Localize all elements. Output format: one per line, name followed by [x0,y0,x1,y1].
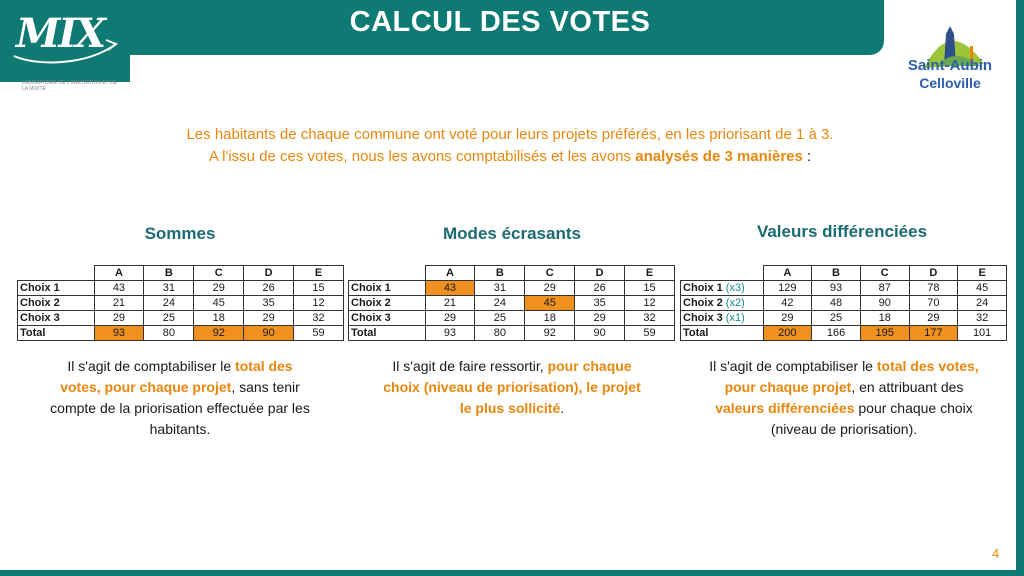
table-cell: 26 [244,281,294,296]
table-cell: 24 [144,296,194,311]
row-multiplier: (x1) [725,312,745,324]
row-label: Choix 3 [18,311,95,326]
table-cell: 35 [575,296,625,311]
table-total-row [349,326,675,341]
table-row [349,311,675,326]
row-label: Total [18,326,95,341]
row-label: Choix 3 [349,311,426,326]
table-modes-ecrasants [348,265,675,341]
table-cell: 18 [860,311,909,326]
table-cell: 78 [909,281,958,296]
table-total-row [681,326,1007,341]
bottom-border [0,570,1024,576]
mix-logo-text: MIX [16,10,105,57]
row-multiplier: (x3) [725,282,745,294]
table-cell: 18 [194,311,244,326]
table-header-row [349,266,675,281]
table-cell: 31 [475,281,525,296]
column-header: D [909,266,958,281]
table-corner [349,266,426,281]
page-title: CALCUL DES VOTES [349,6,651,38]
table-cell-highlighted: 45 [525,296,575,311]
table-cell: 90 [575,326,625,341]
table-cell: 42 [763,296,812,311]
table-header-row [681,266,1007,281]
row-label: Choix 1 [18,281,95,296]
column-header: C [194,266,244,281]
intro-line-2-end: : [802,148,812,165]
table-cell: 12 [625,296,675,311]
table-cell: 29 [244,311,294,326]
table-cell: 29 [525,281,575,296]
column-header: C [860,266,909,281]
table-cell-highlighted: 93 [94,326,144,341]
row-label: Total [349,326,426,341]
description-sommes [48,356,312,440]
table-valeurs-differenciees [680,265,1007,341]
table-cell: 25 [812,311,861,326]
column-header: C [525,266,575,281]
table-cell: 166 [812,326,861,341]
desc-text: , sans tenir compte de la priorisation effectuée par les habitants. [50,379,310,437]
table-cell: 32 [294,311,344,326]
desc-text: Il s'agit de comptabiliser le [67,358,236,374]
table-cell: 26 [575,281,625,296]
table-cell: 24 [475,296,525,311]
table-cell: 59 [625,326,675,341]
table-cell: 25 [475,311,525,326]
desc-emphasis: pour chaque choix (niveau de priorisation), le projet le plus sollicité [383,358,641,416]
row-label [681,296,764,311]
table-cell: 29 [194,281,244,296]
row-label: Choix 2 [18,296,95,311]
table-cell-highlighted: 195 [860,326,909,341]
table-cell: 21 [425,296,475,311]
table-row [681,281,1007,296]
column-header: B [475,266,525,281]
table-cell: 90 [860,296,909,311]
column-header: B [144,266,194,281]
column-header: E [294,266,344,281]
intro-line-1: Les habitants de chaque commune ont voté pour leurs projets préférés, en les priorisant de 1 à 3. [186,126,834,143]
table-cell: 101 [958,326,1007,341]
table-cell: 92 [525,326,575,341]
row-multiplier: (x2) [725,297,745,309]
table-sommes [17,265,344,341]
table-total-row [18,326,344,341]
desc-emphasis: total des votes, pour chaque projet [724,358,979,395]
intro-line-2-emphasis: analysés de 3 manières [635,148,803,165]
intro-line-2-start: A l'issu de ces votes, nous les avons comptabilisés et les avons [208,148,636,165]
row-label: Choix 1 [349,281,426,296]
table-cell: 12 [294,296,344,311]
table-cell: 87 [860,281,909,296]
section-title-sommes: Sommes [144,224,216,243]
table-cell: 129 [763,281,812,296]
row-label [681,281,764,296]
table-corner [681,266,764,281]
table-cell: 31 [144,281,194,296]
table-row [349,281,675,296]
description-modes-ecrasants [382,356,642,419]
table-cell: 45 [194,296,244,311]
column-header: A [425,266,475,281]
saint-aubin-emblem-icon [884,6,1016,102]
row-label [681,311,764,326]
table-cell: 48 [812,296,861,311]
column-header: A [763,266,812,281]
table-cell: 35 [244,296,294,311]
table-row [18,281,344,296]
table-cell: 25 [144,311,194,326]
table-cell: 29 [909,311,958,326]
row-label-text: Choix 1 [683,282,723,294]
table-cell: 93 [812,281,861,296]
desc-text: , en attribuant des [851,379,964,395]
table-cell: 93 [425,326,475,341]
desc-text: . [560,400,565,416]
table-cell: 29 [575,311,625,326]
table-cell: 24 [958,296,1007,311]
column-header: E [958,266,1007,281]
section-title-modes-ecrasants: Modes écrasants [443,224,581,243]
table-cell: 15 [625,281,675,296]
row-label: Total [681,326,764,341]
table-cell: 29 [94,311,144,326]
row-label: Choix 2 [349,296,426,311]
column-header: E [625,266,675,281]
table-row [18,311,344,326]
column-header: B [812,266,861,281]
intro-line-2 [150,146,870,168]
desc-text: Il s'agit de comptabiliser le [709,358,877,374]
description-valeurs-differenciees [706,356,982,440]
table-cell: 18 [525,311,575,326]
mix-logo-subtitle: LABORATOIRE DE L'INNOVATION ET DE LA MIXITÉ [22,80,117,92]
column-header: A [94,266,144,281]
table-cell-highlighted: 92 [194,326,244,341]
table-cell: 29 [763,311,812,326]
intro-paragraph [150,124,870,168]
table-cell: 45 [958,281,1007,296]
desc-text: pour chaque choix (niveau de priorisation). [770,400,973,437]
row-label-text: Choix 3 [683,312,723,324]
table-row [18,296,344,311]
mix-logo [6,4,126,78]
logo-right-line1: Saint-Aubin [907,57,993,74]
desc-text: Il s'agit de faire ressortir, [392,358,548,374]
section-title-valeurs-differenciees: Valeurs différenciées [756,222,928,241]
table-cell: 15 [294,281,344,296]
table-cell-highlighted: 43 [425,281,475,296]
column-header: D [575,266,625,281]
table-corner [18,266,95,281]
row-label-text: Choix 2 [683,297,723,309]
table-row [681,311,1007,326]
table-cell: 70 [909,296,958,311]
table-cell: 80 [475,326,525,341]
table-cell-highlighted: 200 [763,326,812,341]
table-cell: 32 [958,311,1007,326]
table-row [681,296,1007,311]
table-cell: 32 [625,311,675,326]
saint-aubin-logo [884,6,1016,102]
table-cell-highlighted: 90 [244,326,294,341]
desc-emphasis: total des votes, pour chaque projet [60,358,293,395]
logo-right-line2: Celloville [919,75,981,91]
table-cell: 80 [144,326,194,341]
table-cell: 43 [94,281,144,296]
table-row [349,296,675,311]
table-cell: 21 [94,296,144,311]
page-number: 4 [992,546,1000,561]
table-cell-highlighted: 177 [909,326,958,341]
right-border [1016,0,1024,576]
column-header: D [244,266,294,281]
table-cell: 59 [294,326,344,341]
table-cell: 29 [425,311,475,326]
table-header-row [18,266,344,281]
desc-emphasis: valeurs différenciées [715,400,855,416]
